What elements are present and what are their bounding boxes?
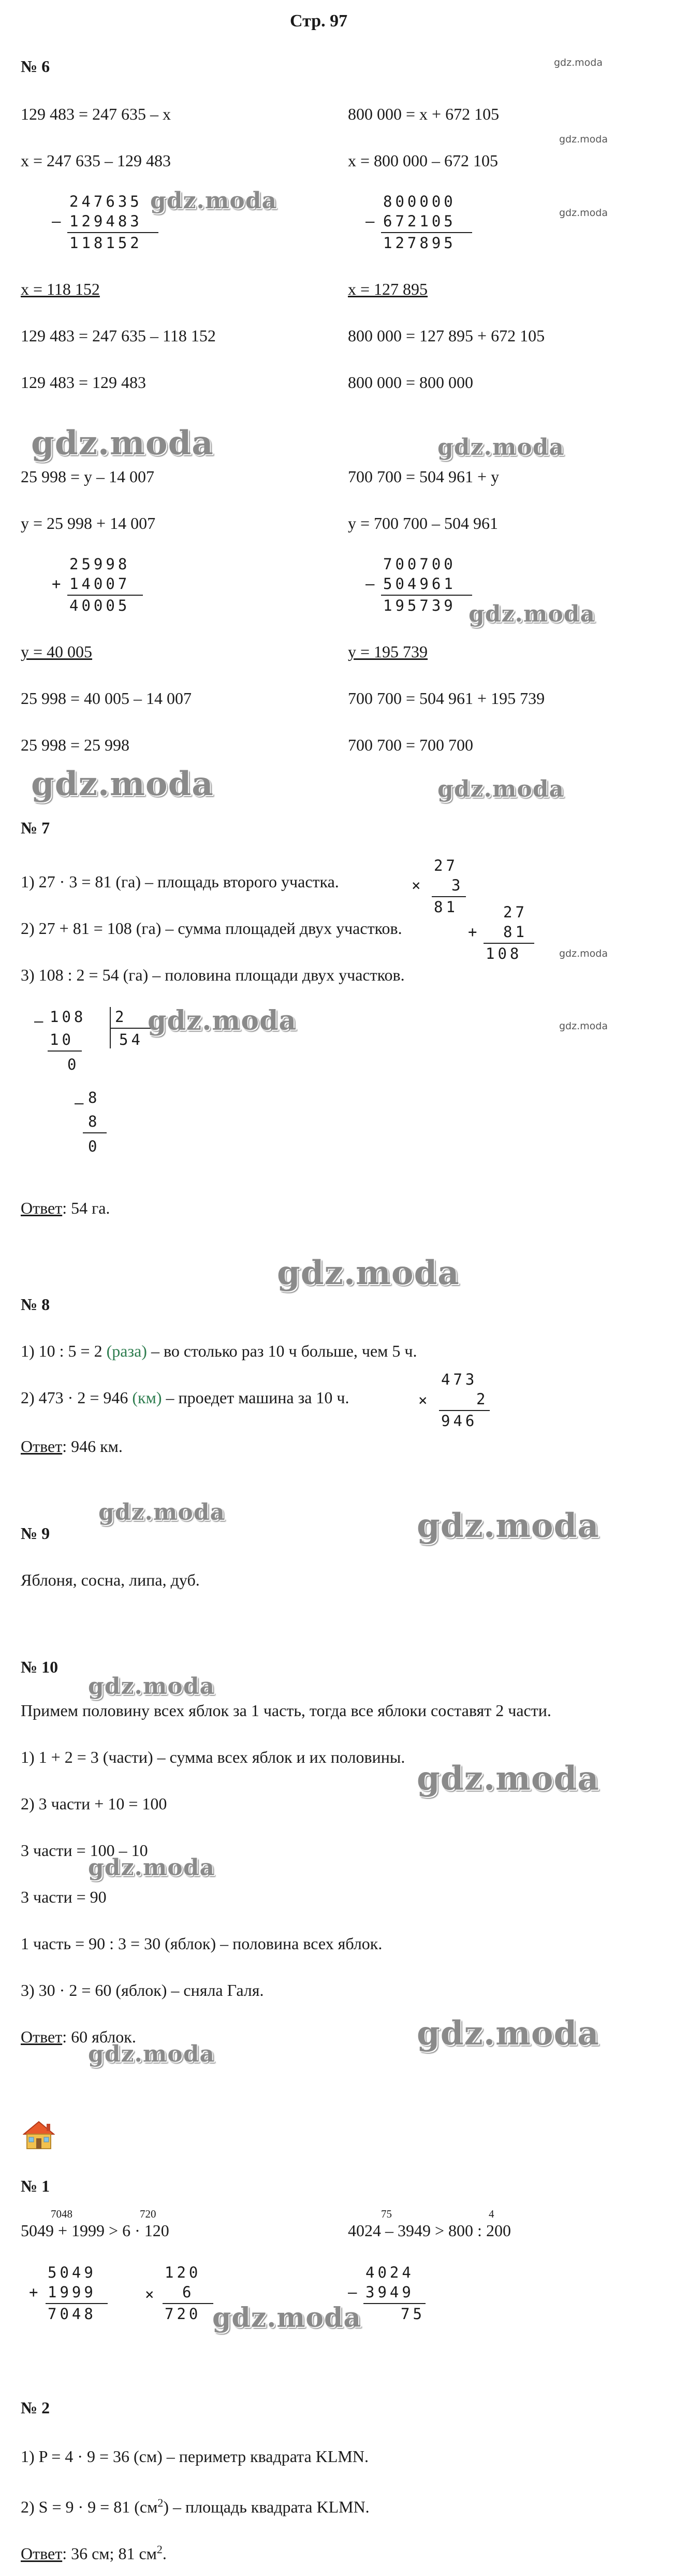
column-calc-row: 3949 [365,2283,414,2301]
column-calc-row: 14007 [69,575,130,593]
column-calc-result: 720 [165,2305,201,2323]
step-text: – проедет машина за 10 ч. [162,1388,349,1407]
ex7-step: 2) 27 + 81 = 108 (га) – сумма площадей двух участков. [21,919,402,938]
answer-value: : 54 га. [62,1199,110,1217]
column-calc-sign: × [145,2285,157,2303]
watermark: gdz.moda [437,434,565,460]
home-exercise-1-number: № 1 [21,2177,50,2195]
ex6-right-line: y = 195 739 [348,642,428,661]
answer-label: Ответ [21,2027,63,2046]
ex6-right-line: 700 700 = 700 700 [348,736,474,754]
column-calc-sign: – [52,212,64,230]
ex6-left-line: 129 483 = 247 635 – 118 152 [21,326,216,345]
column-calc-sign: – [365,575,378,593]
column-calc-row: 5049 [48,2264,96,2281]
column-calc-sign: × [412,876,424,894]
column-calc-result: 195739 [383,597,456,614]
result-superscript: 7048 [51,2208,72,2220]
ex7-step: 3) 108 : 2 = 54 (га) – половина площади двух участков. [21,966,405,984]
watermark: gdz.moda [88,1854,215,1881]
ex6-right-line: 800 000 = x + 672 105 [348,105,500,123]
ex6-left-line: x = 118 152 [21,280,100,298]
watermark: gdz.moda [277,1254,460,1292]
ex8-answer [21,1436,123,1457]
ex6-left-line: y = 25 998 + 14 007 [21,514,156,533]
division-remainder: 0 [88,1138,100,1155]
ex6-left-line: 129 483 = 129 483 [21,373,147,392]
ex6-left-line: 25 998 = 40 005 – 14 007 [21,689,192,708]
unit-label: (раза) [106,1342,147,1360]
watermark: gdz.moda [417,2014,599,2053]
division-divisor: 2 [115,1008,127,1026]
column-calc-sign: – [365,212,378,230]
ex8-step [21,1341,417,1361]
answer-label: Ответ [21,1437,63,1456]
exercise-8-number: № 8 [21,1295,50,1314]
exercise-6-number: № 6 [21,57,50,76]
home-exercise-2-number: № 2 [21,2398,50,2417]
ex10-intro: Примем половину всех яблок за 1 часть, тогда все яблоки составят 2 части. [21,1701,551,1720]
column-calc-result: 946 [441,1412,478,1430]
answer-value: : 36 см; 81 см [62,2544,157,2563]
answer-label: Ответ [21,1199,63,1217]
home-ex2-step [21,2493,370,2517]
column-calc-row: 6 [182,2283,195,2301]
superscript: 2 [156,2543,163,2556]
watermark: gdz.moda [417,1759,599,1798]
column-calc-row: 129483 [69,212,142,230]
column-calc-row: 3 [451,876,464,894]
result-superscript: 4 [489,2208,494,2220]
ex6-right-line: x = 800 000 – 672 105 [348,151,499,170]
column-calc-row: 1999 [48,2283,96,2301]
division-quotient: 54 [119,1031,143,1048]
watermark: gdz.moda [212,2302,362,2334]
ex10-step: 1) 1 + 2 = 3 (части) – сумма всех яблок и их половины. [21,1748,405,1766]
watermark: gdz.moda [559,1020,608,1032]
ex10-step: 3 части = 90 [21,1888,107,1906]
column-calc-sign: × [418,1391,431,1409]
ex6-left-line: y = 40 005 [21,642,93,661]
unit-label: (км) [132,1388,162,1407]
column-calc-result: 118152 [69,234,142,252]
column-calc-result: 127895 [383,234,456,252]
column-calc-sign: – [348,2283,360,2301]
answer-label: Ответ [21,2544,63,2563]
column-calc-row: 2 [476,1390,489,1408]
watermark: gdz.moda [559,948,608,959]
watermark: gdz.moda [417,1506,599,1545]
ex6-right-line: 700 700 = 504 961 + 195 739 [348,689,545,708]
step-text: ) – площадь квадрата KLMN. [163,2497,370,2516]
ex6-left-line: x = 247 635 – 129 483 [21,151,171,170]
division-subtrahend: 8 [88,1113,100,1130]
column-calc-row: 27 [503,903,528,921]
step-text: 2) S = 9 · 9 = 81 (см [21,2497,158,2516]
comparison-expression: 5049 + 1999 > 6 · 120 [21,2221,169,2240]
home-ex2-step: 1) P = 4 · 9 = 36 (см) – периметр квадрата KLMN. [21,2447,369,2466]
watermark: gdz.moda [31,765,214,803]
division-remainder: 0 [67,1056,80,1073]
answer-value: . [162,2544,167,2563]
column-calc-result: 75 [401,2305,425,2323]
ex6-left-line: 25 998 = 25 998 [21,736,130,754]
ex6-right-line: 700 700 = 504 961 + y [348,467,500,486]
column-calc-sign: + [52,575,64,593]
division-minus-sign: – [34,1012,47,1030]
column-calc-row: 700700 [383,555,456,573]
superscript: 2 [157,2496,164,2509]
ex10-step: 3) 30 · 2 = 60 (яблок) – сняла Галя. [21,1981,264,1999]
column-calc-sign: + [468,923,480,941]
watermark: gdz.moda [554,57,603,68]
step-text: – во столько раз 10 ч больше, чем 5 ч. [147,1342,417,1360]
ex6-right-line: y = 700 700 – 504 961 [348,514,499,533]
column-calc-row: 81 [503,923,528,941]
division-subtrahend: 10 [50,1031,74,1048]
watermark: gdz.moda [88,2041,215,2067]
watermark: gdz.moda [559,134,608,145]
ex6-right-line: x = 127 895 [348,280,428,298]
watermark: gdz.moda [150,188,277,214]
column-calc-row: 800000 [383,193,456,210]
watermark: gdz.moda [31,424,214,463]
answer-value: : 60 яблок. [62,2027,136,2046]
column-calc-row: 504961 [383,575,456,593]
result-superscript: 75 [381,2208,392,2220]
home-ex2-answer [21,2539,167,2564]
column-calc-row: 4024 [365,2264,414,2281]
ex9-answer-text: Яблоня, сосна, липа, дуб. [21,1571,200,1589]
ex10-step: 2) 3 части + 10 = 100 [21,1794,167,1813]
column-calc-row: 247635 [69,193,142,210]
ex6-right-line: 800 000 = 127 895 + 672 105 [348,326,545,345]
home-icon [23,2121,55,2150]
ex6-left-line: 25 998 = y – 14 007 [21,467,155,486]
ex7-step: 1) 27 · 3 = 81 (га) – площадь второго участка. [21,872,339,891]
ex10-step: 1 часть = 90 : 3 = 30 (яблок) – половина всех яблок. [21,1934,383,1953]
exercise-9-number: № 9 [21,1524,50,1543]
column-calc-row: 120 [165,2264,201,2281]
column-calc-result: 108 [486,945,522,962]
column-calc-result: 81 [434,898,458,916]
column-calc-result: 7048 [48,2305,96,2323]
step-text: 2) 473 · 2 = 946 [21,1388,133,1407]
division-remainder: 8 [88,1089,100,1106]
answer-value: : 946 км. [62,1437,123,1456]
column-calc-row: 25998 [69,555,130,573]
division-dividend: 108 [50,1008,86,1026]
ex10-step: 3 части = 100 – 10 [21,1841,148,1860]
ex8-step [21,1387,349,1408]
comparison-expression: 4024 – 3949 > 800 : 200 [348,2221,511,2240]
watermark: gdz.moda [98,1499,226,1526]
column-calc-row: 27 [434,857,458,874]
exercise-7-number: № 7 [21,818,50,837]
watermark: gdz.moda [559,207,608,219]
watermark: gdz.moda [437,776,565,802]
page-title: Стр. 97 [290,11,348,31]
column-calc-row: 473 [441,1371,478,1388]
column-calc-result: 40005 [69,597,130,614]
column-calc-row: 672105 [383,212,456,230]
watermark: gdz.moda [88,1673,215,1700]
watermark: gdz.moda [469,601,596,627]
division-minus-sign: – [75,1094,87,1112]
watermark: gdz.moda [148,1005,297,1037]
column-calc-sign: + [29,2283,41,2301]
result-superscript: 720 [140,2208,156,2220]
exercise-10-number: № 10 [21,1658,58,1676]
ex6-left-line: 129 483 = 247 635 – x [21,105,171,123]
ex6-right-line: 800 000 = 800 000 [348,373,474,392]
ex7-answer [21,1198,110,1218]
step-text: 1) 10 : 5 = 2 [21,1342,107,1360]
